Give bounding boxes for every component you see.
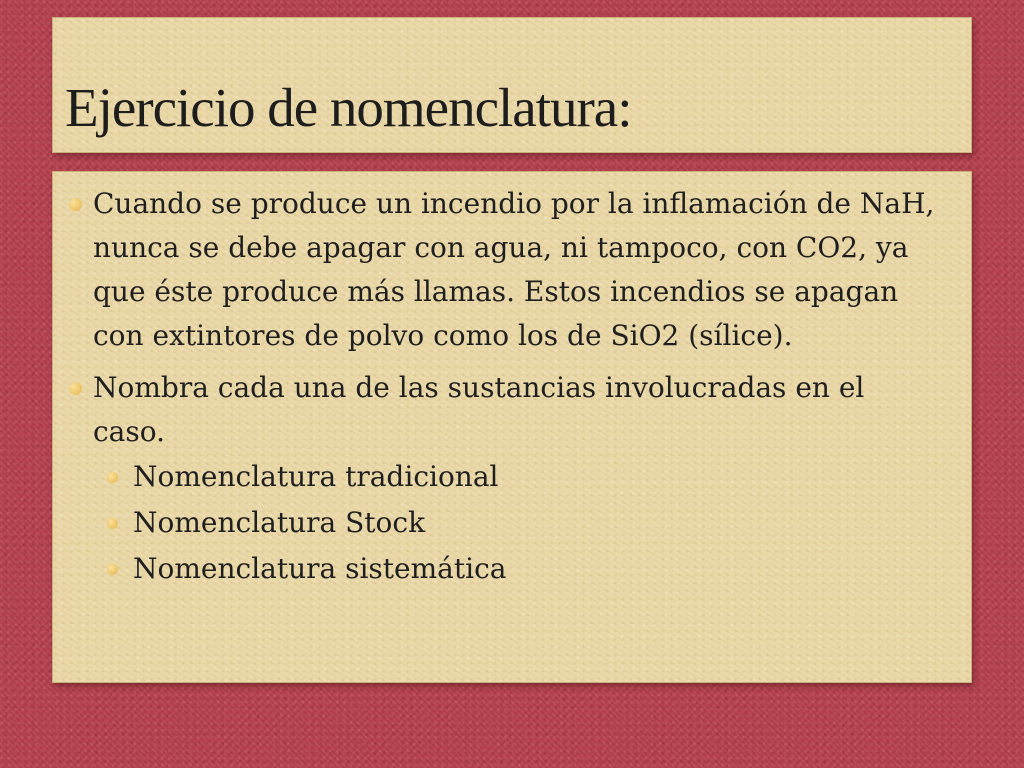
sub-bullet-item: [92, 454, 945, 500]
bullet-item: [69, 182, 945, 358]
sub-bullet-item: [92, 500, 945, 546]
sub-bullet-item: [92, 546, 945, 592]
bullet-list: [69, 182, 945, 592]
bullet-text: Cuando se produce un incendio por la inflamación de NaH, nunca se debe apagar con agua, ni tampoco, con CO2, ya que éste produce más llamas. Estos incendios se apagan con extintores de polvo como los de SiO2 (sílice).: [93, 187, 935, 352]
title-panel: [52, 17, 972, 153]
bullet-dot-icon: [69, 198, 82, 211]
bullet-text: Nombra cada una de las sustancias involucradas en el caso.: [93, 371, 865, 448]
bullet-dot-icon: [69, 382, 82, 395]
bullet-item: [69, 366, 945, 592]
slide-title: Ejercicio de nomenclatura:: [65, 77, 632, 138]
sub-bullet-text: Nomenclatura Stock: [133, 506, 426, 539]
bullet-dot-icon: [107, 518, 118, 529]
sub-bullet-text: Nomenclatura sistemática: [133, 552, 507, 585]
bullet-dot-icon: [107, 564, 118, 575]
sub-bullet-list: [93, 454, 945, 592]
sub-bullet-text: Nomenclatura tradicional: [133, 460, 499, 493]
bullet-dot-icon: [107, 472, 118, 483]
content-panel: [52, 171, 972, 683]
